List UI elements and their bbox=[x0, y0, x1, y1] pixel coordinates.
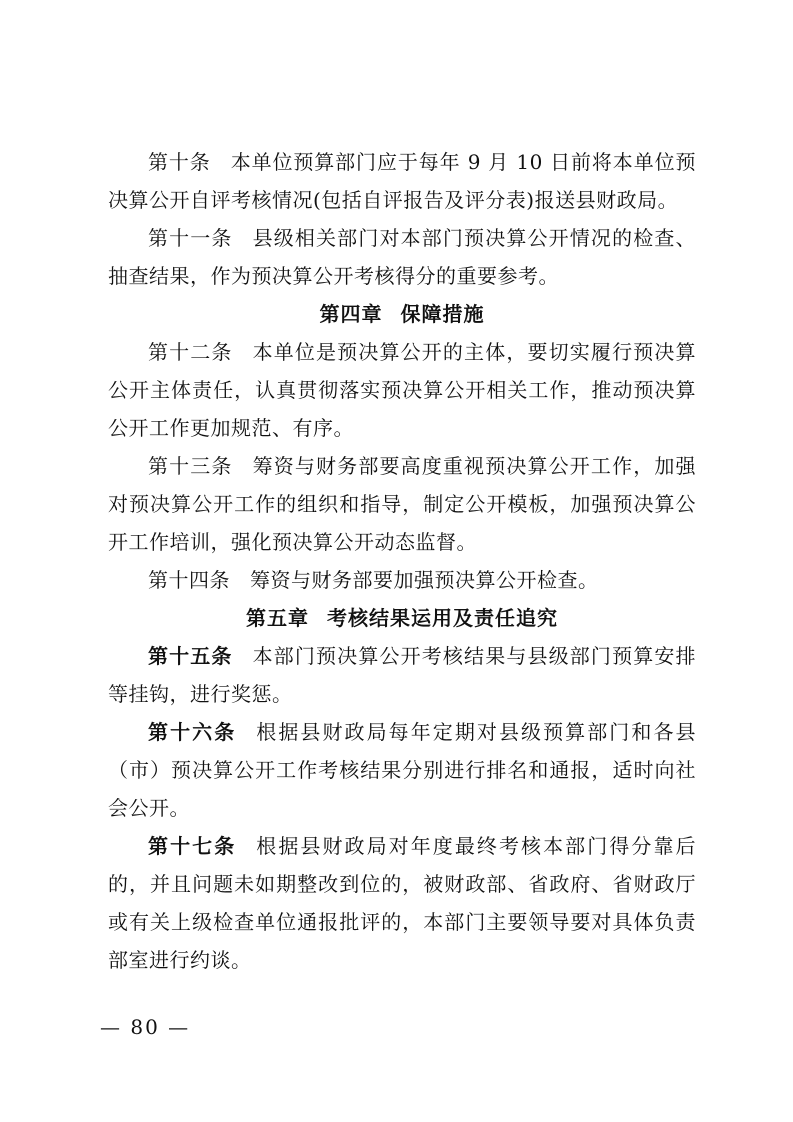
article-17 bbox=[108, 827, 696, 979]
chapter-title: 保障措施 bbox=[400, 302, 485, 326]
article-number: 第十条 bbox=[148, 150, 211, 174]
document-body bbox=[108, 143, 696, 979]
article-number: 第十七条 bbox=[148, 834, 237, 858]
article-11 bbox=[108, 219, 696, 295]
article-14 bbox=[108, 561, 696, 599]
article-number: 第十四条 bbox=[148, 568, 230, 592]
article-number: 第十三条 bbox=[148, 454, 233, 478]
article-text: 本单位是预决算公开的主体，要切实履行预决算公开主体责任，认真贯彻落实预决算公开相关工作，推动预决算公开工作更加规范、有序。 bbox=[108, 340, 697, 440]
article-text: 筹资与财务部要高度重视预决算公开工作，加强对预决算公开工作的组织和指导，制定公开模板，加强预决算公开工作培训，强化预决算公开动态监督。 bbox=[108, 454, 697, 554]
chapter-4-heading bbox=[108, 295, 696, 333]
article-13 bbox=[108, 447, 696, 561]
article-10 bbox=[108, 143, 696, 219]
article-number: 第十六条 bbox=[148, 720, 237, 744]
page-number: — 80 — bbox=[100, 1015, 191, 1039]
chapter-title: 考核结果运用及责任追究 bbox=[327, 606, 558, 630]
chapter-number: 第五章 bbox=[246, 606, 309, 630]
chapter-number: 第四章 bbox=[319, 302, 383, 326]
article-number: 第十五条 bbox=[148, 644, 233, 668]
article-text: 筹资与财务部要加强预决算公开检查。 bbox=[250, 568, 599, 592]
article-text: 根据县财政局对年度最终考核本部门得分靠后的，并且问题未如期整改到位的，被财政部、省政府、省财政厅或有关上级检查单位通报批评的，本部门主要领导要对具体负责部室进行约谈。 bbox=[108, 834, 697, 972]
article-12 bbox=[108, 333, 696, 447]
article-text: 本部门预决算公开考核结果与县级部门预算安排等挂钩，进行奖惩。 bbox=[108, 644, 697, 706]
article-text: 根据县财政局每年定期对县级预算部门和各县（市）预决算公开工作考核结果分别进行排名和通报，适时向社会公开。 bbox=[108, 720, 697, 820]
article-16 bbox=[108, 713, 696, 827]
article-15 bbox=[108, 637, 696, 713]
article-text: 本单位预算部门应于每年 9 月 10 日前将本单位预决算公开自评考核情况(包括自评报告及评分表)报送县财政局。 bbox=[108, 150, 696, 212]
chapter-5-heading bbox=[108, 599, 696, 637]
article-number: 第十二条 bbox=[148, 340, 233, 364]
article-number: 第十一条 bbox=[148, 226, 233, 250]
article-text: 县级相关部门对本部门预决算公开情况的检查、抽查结果，作为预决算公开考核得分的重要参考。 bbox=[108, 226, 697, 288]
